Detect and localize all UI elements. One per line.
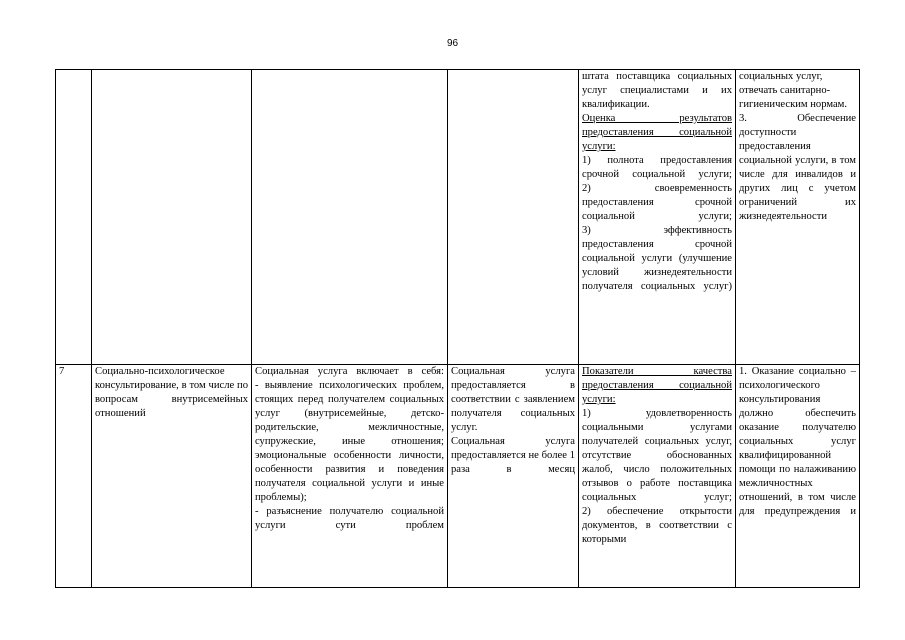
services-table [55,69,860,588]
cell-number [56,70,92,365]
indicator-text: штата поставщика социальных услуг специалистами и их квалификации. [582,71,732,110]
condition-text: Социальная услуга предоставляется не более 1 раза в месяц [451,436,575,475]
indicator-heading: Оценка результатов предоставления социальной услуги: [582,113,732,152]
condition-text: Социальная услуга предоставляется в соответствии с заявлением получателя социальных услуг. [451,366,575,433]
cell-conditions [448,70,579,365]
cell-indicators [579,365,736,588]
indicator-text: 1) удовлетворенность социальными услугами получателей социальных услуг, отсутствие обоснованных жалоб, число положительных отзывов о работе поставщика социальных услуг; [582,408,732,503]
indicator-text: 2) своевременность предоставления срочной социальной услуги; [582,183,732,222]
cell-description [252,70,448,365]
indicator-text: 1) полнота предоставления срочной социальной услуги; [582,155,732,180]
description-text: - разъяснение получателю социальной услуги сути проблем [255,506,444,531]
cell-description [252,365,448,588]
cell-number: 7 [56,365,92,588]
service-name: Социально-психологическое консультирование, в том числе по вопросам внутрисемейных отношений [95,366,248,419]
page-number: 96 [446,38,459,49]
cell-conditions [448,365,579,588]
cell-service-name [92,70,252,365]
cell-other-conditions [736,365,860,588]
condition-text: социальных услуг, отвечать санитарно-гигиеническим нормам. [739,71,848,110]
description-text: - выявление психологических проблем, стоящих перед получателем социальных услуг (внутрисемейные, детско-родительские, межличностные, супружеские, иные отношения; эмоциональные особенности личности, особенности развития и поведения получателя социальной услуги и иные проблемы); [255,380,444,503]
table-row [56,70,860,365]
description-text: Социальная услуга включает в себя: [255,366,444,377]
condition-text: 1. Оказание социально – психологического консультирования должно обеспечить оказание получателю социальных услуг квалифицированной помощи по налаживанию межличностных отношений, в том числе для предупреждения и [739,366,856,517]
condition-text: 3. Обеспечение доступности предоставления социальной услуги, в том числе для инвалидов и других лиц с учетом ограничений их жизнедеятельности [739,113,856,222]
cell-indicators [579,70,736,365]
indicator-heading: Показатели качества предоставления социальной услуги: [582,366,732,405]
cell-other-conditions [736,70,860,365]
indicator-text: 2) обеспечение открытости документов, в соответствии с которыми [582,506,732,545]
table-row [56,365,860,588]
indicator-text: 3) эффективность предоставления срочной социальной услуги (улучшение условий жизнедеятельности получателя социальных услуг) [582,225,732,292]
cell-service-name [92,365,252,588]
